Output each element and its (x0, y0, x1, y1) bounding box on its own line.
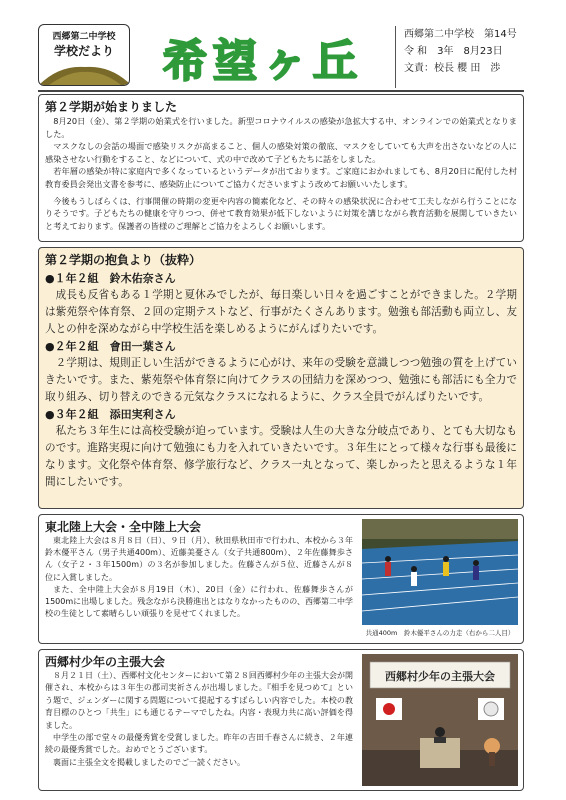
logo-newsletter-title: 学校だより (53, 44, 114, 58)
student-text: ２学期は、規則正しい生活ができるように心がけ、来年の受験を意識しつつ勉強の質を上げていきたいです。また、紫苑祭や体育祭に向けてクラスの団結力を深めつつ、勉強にも部活にも全力で取り組み、切り替えのできる元気なクラスになれるように、クラス全員でがんばりたいです。 (45, 357, 517, 403)
aspirations-section (38, 247, 524, 509)
issue-number: 西郷第二中学校 第14号 (404, 29, 517, 40)
track-race-photo (362, 519, 518, 625)
paragraph: 裏面に主張全文を掲載しましたのでご一読ください。 (53, 757, 245, 767)
section-title: 東北陸上大会・全中陸上大会 (45, 520, 202, 534)
student-text: 成長も反省もある１学期と夏休みでしたが、毎日楽しい日々を過ごすことができました。２学期は紫苑祭や体育祭、２回の定期テストなど、行事がたくさんあります。勉強も部活動も両立し、友人との仲を深めながら中学校生活を楽しめるようにがんばりたいです。 (45, 289, 517, 335)
issue-info (395, 26, 524, 88)
speech-contest-section (38, 649, 524, 791)
paragraph: 8月20日（金）、第２学期の始業式を行いました。新型コロナウイルスの感染が急拡大する中、オンラインでの始業式となりました。 (45, 116, 517, 139)
photo-caption: 共通400m 鈴木優平さんの力走（右から二人目） (365, 629, 515, 637)
section-title: 第２学期の抱負より（抜粋） (45, 253, 202, 267)
banner-text: 西郷村少年の主張大会 (385, 670, 495, 683)
issue-date: 令 和 3年 8月23日 (404, 46, 503, 57)
header (38, 24, 524, 88)
issue-author: 文責：校長 櫻 田 渉 (404, 63, 501, 74)
paragraph: 東北陸上大会は８月８日（日）、９日（月）、秋田県秋田市で行われ、本校から３年鈴木優平さん（男子共通400m）、近藤美憂さん（女子共通800m）、２年佐藤舞歩さん（女子２・３年1500m）の３名が参加しました。佐藤さんが５位、近藤さんが８位に入賞しました。 (45, 536, 353, 582)
header-divider (38, 90, 524, 92)
speech-contest-photo (362, 654, 518, 786)
hill-icon (39, 63, 130, 85)
student-text: 私たち３年生には高校受験が迫っています。受験は人生の大きな分岐点であり、とても大切なものです。進路実現に向けて勉強にも力を入れていきたいです。３年生にとって様々な行事も最後になります。文化祭や体育祭、修学旅行など、クラス一丸となって、楽しかったと思えるような１年間にしたいです。 (45, 425, 517, 488)
section-title: 第２学期が始まりました (45, 100, 178, 114)
section-title: 西郷村少年の主張大会 (45, 655, 166, 669)
paragraph: マスクなしの会話の場面で感染リスクが高まること、個人の感染対策の徹底、マスクをしていても大声を出さないなどの人に感染させない行動をすること、などについて、式の中で改めて子どもたちに話をしました。 (45, 141, 517, 164)
track-meet-section (38, 514, 524, 644)
paragraph: 今後もうしばらくは、行事開催の時期の変更や内容の簡素化など、その時々の感染状況に合わせて工夫しながら行うことになりそうです。子どもたちの健康を守りつつ、併せて教育効果が低下しないように対策を講じながら教育活動を展開していきたいと考えております。保護者の皆様のご理解とご協力をよろしくお願いします。 (45, 195, 517, 231)
second-term-start-section (38, 94, 524, 242)
school-logo (38, 24, 130, 86)
logo-school-name: 西郷第二中学校 (52, 32, 116, 42)
student-name: ●２年２組 會田一葉さん (45, 340, 176, 353)
paragraph: また、全中陸上大会が８月19日（木）、20日（金）に行われ、佐藤舞歩さんが1500mに出場しました。残念ながら決勝進出とはなりなかったものの、西郷第二中学校の生徒として素晴らしい頑張りを見せてくれました。 (45, 584, 353, 619)
paragraph: ８月２１日（土）、西郷村文化センターにおいて第２８回西郷村少年の主張大会が開催され、本校からは３年生の郡司実祈さんが出場しました。『相手を見つめて』という題で、ジェンダーに関する問題について提起するすばらしい内容でした。本校の教育目標のひとつ「共生」にも通じるテーマでしたね。内容・表現力共に高い評価を得ました。 (45, 671, 353, 730)
student-name: ●３年２組 添田実利さん (45, 408, 176, 421)
paragraph: 中学生の部で堂々の最優秀賞を受賞しました。昨年の吉田千春さんに続き、２年連続の最優秀賞でした。おめでとうございます。 (45, 733, 353, 755)
paragraph: 若年層の感染が特に家庭内で多くなっているというデータが出ております。ご家庭におかれましても、8月20日に配付した村教育委員会発出文書を参考に、感染防止についてご協力くださいますよう改めてお願いいたします。 (45, 166, 517, 189)
masthead-text: 希望ヶ丘 (163, 36, 363, 86)
student-name: ●１年２組 鈴木佑奈さん (45, 272, 176, 285)
masthead-title (138, 30, 388, 86)
